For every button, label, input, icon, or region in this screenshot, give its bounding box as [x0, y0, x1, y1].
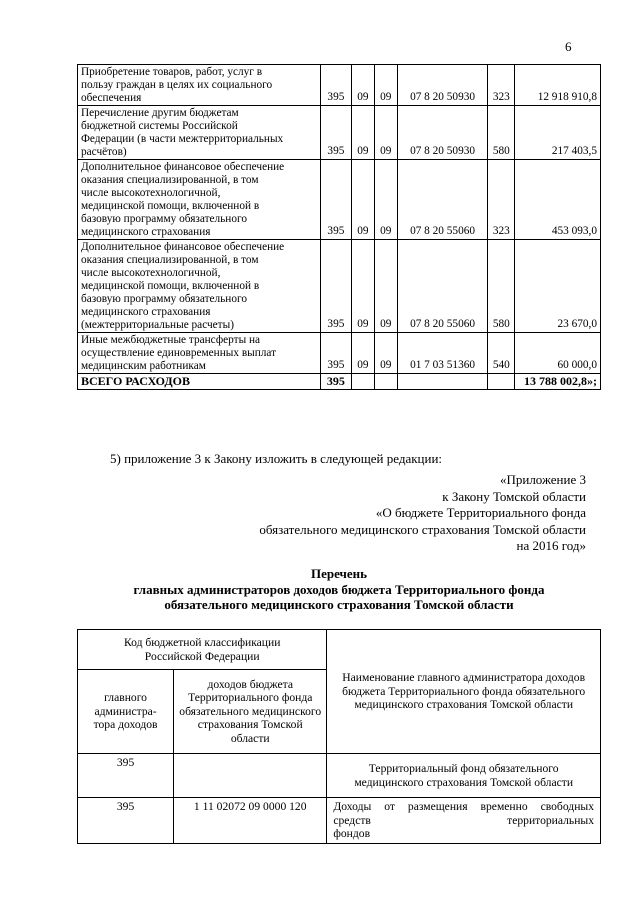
title-line: обязательного медицинского страхования Томской области [164, 597, 514, 612]
expense-gr: 395 [320, 333, 351, 374]
expense-name [78, 65, 321, 106]
annex-line: «О бюджете Территориального фонда [375, 505, 586, 520]
row2-income: 1 11 02072 09 0000 120 [174, 798, 327, 844]
expense-rz: 09 [351, 240, 374, 333]
expense-name-line: Приобретение товаров, работ, услуг в [81, 66, 263, 78]
expense-vr: 540 [488, 333, 515, 374]
annex-line: на 2016 год» [516, 538, 586, 553]
expense-sum: 12 918 910,8 [515, 65, 601, 106]
expense-cs: 07 8 20 50930 [397, 106, 488, 160]
expense-vr: 323 [488, 65, 515, 106]
expense-sum: 453 093,0 [515, 160, 601, 240]
total-empty [351, 374, 374, 390]
total-empty [397, 374, 488, 390]
annex-header [126, 472, 586, 555]
total-empty [374, 374, 397, 390]
administrators-table [77, 629, 601, 844]
total-empty [488, 374, 515, 390]
list-title [77, 566, 601, 613]
expense-pr: 09 [374, 160, 397, 240]
header-admin-name: Наименование главного администратора доходов бюджета Территориального фонда обязательного медицинского страхования Томской области [327, 630, 601, 754]
expense-name-line: Иные межбюджетные трансферты на [81, 334, 261, 346]
expense-row [78, 160, 601, 240]
expense-name-line: обеспечения [81, 92, 142, 104]
row1-income [174, 754, 327, 798]
expense-name-line: расчётов) [81, 146, 127, 158]
expenses-table [77, 64, 601, 390]
expense-name-line: базовую программу обязательного [81, 213, 248, 225]
expense-rz: 09 [351, 106, 374, 160]
expense-pr: 09 [374, 65, 397, 106]
expense-name-line: числе высокотехнологичной, [81, 267, 221, 279]
expense-row [78, 333, 601, 374]
expense-gr: 395 [320, 65, 351, 106]
expense-cs: 07 8 20 55060 [397, 160, 488, 240]
expense-name-line: медицинской помощи, включенной в [81, 200, 260, 212]
expense-name [78, 333, 321, 374]
expense-name [78, 106, 321, 160]
expense-name-line: Дополнительное финансовое обеспечение [81, 161, 285, 173]
expense-name-line: оказания специализированной, в том [81, 254, 259, 266]
expense-rz: 09 [351, 160, 374, 240]
expense-vr: 580 [488, 240, 515, 333]
expense-name-line: Перечисление другим бюджетам [81, 107, 239, 119]
name-line: средств территориальных фондов [333, 813, 594, 841]
expense-row [78, 65, 601, 106]
expense-gr: 395 [320, 160, 351, 240]
name-line: Доходы от размещения временно свободных [333, 800, 594, 813]
expense-row [78, 240, 601, 333]
expense-row [78, 106, 601, 160]
paragraph-5: 5) приложение 3 к Закону изложить в следующей редакции: [110, 451, 443, 466]
name-line: Территориальный фонд обязательного [368, 761, 559, 775]
expense-vr: 580 [488, 106, 515, 160]
expense-pr: 09 [374, 240, 397, 333]
expense-vr: 323 [488, 160, 515, 240]
title-line: Перечень [310, 566, 368, 581]
expense-cs: 07 8 20 50930 [397, 65, 488, 106]
row1-name [327, 754, 601, 798]
row2-name [327, 798, 601, 844]
expense-rz: 09 [351, 65, 374, 106]
expense-name-line: медицинской помощи, включенной в [81, 280, 260, 292]
annex-line: к Закону Томской области [442, 488, 586, 504]
expense-cs: 01 7 03 51360 [397, 333, 488, 374]
header-income-code: доходов бюджета Территориального фонда обязательного медицинского страхования Томской области [174, 670, 327, 754]
annex-line: обязательного медицинского страхования Томской области [259, 521, 586, 537]
total-gr: 395 [320, 374, 351, 390]
expense-name-line: медицинского страхования [81, 226, 211, 238]
expense-name-line: Дополнительное финансовое обеспечение [81, 241, 285, 253]
expense-cs: 07 8 20 55060 [397, 240, 488, 333]
page-number: 6 [565, 39, 572, 54]
expense-pr: 09 [374, 106, 397, 160]
expense-name-line: Федерации (в части межтерриториальных [81, 133, 284, 145]
expense-name-line: бюджетной системы Российской [81, 120, 238, 132]
expense-name-line: пользу граждан в целях их социального [81, 79, 273, 91]
expense-pr: 09 [374, 333, 397, 374]
name-line: медицинского страхования Томской области [354, 775, 574, 789]
expense-sum: 60 000,0 [515, 333, 601, 374]
row1-admin: 395 [78, 754, 174, 798]
expense-name-line: оказания специализированной, в том [81, 174, 259, 186]
expense-gr: 395 [320, 106, 351, 160]
title-line: главных администраторов доходов бюджета Территориального фонда [133, 581, 545, 597]
annex-line: «Приложение 3 [499, 472, 586, 487]
expense-name-line: числе высокотехнологичной, [81, 187, 221, 199]
header-admin-code: главного администра-тора доходов [78, 670, 174, 754]
expense-sum: 23 670,0 [515, 240, 601, 333]
expense-name-line: медицинским работникам [81, 360, 206, 372]
expense-name [78, 240, 321, 333]
total-label: ВСЕГО РАСХОДОВ [78, 374, 321, 390]
header-code-group: Код бюджетной классификации Российской Федерации [78, 630, 327, 670]
expense-name-line: базовую программу обязательного [81, 293, 248, 305]
expense-name [78, 160, 321, 240]
total-row [78, 374, 601, 390]
expense-name-line: медицинского страхования [81, 306, 211, 318]
expense-gr: 395 [320, 240, 351, 333]
total-sum: 13 788 002,8»; [515, 374, 601, 390]
expense-sum: 217 403,5 [515, 106, 601, 160]
expense-rz: 09 [351, 333, 374, 374]
expense-name-line: осуществление единовременных выплат [81, 347, 277, 359]
row2-admin: 395 [78, 798, 174, 844]
expense-name-line: (межтерриториальные расчеты) [81, 319, 234, 331]
